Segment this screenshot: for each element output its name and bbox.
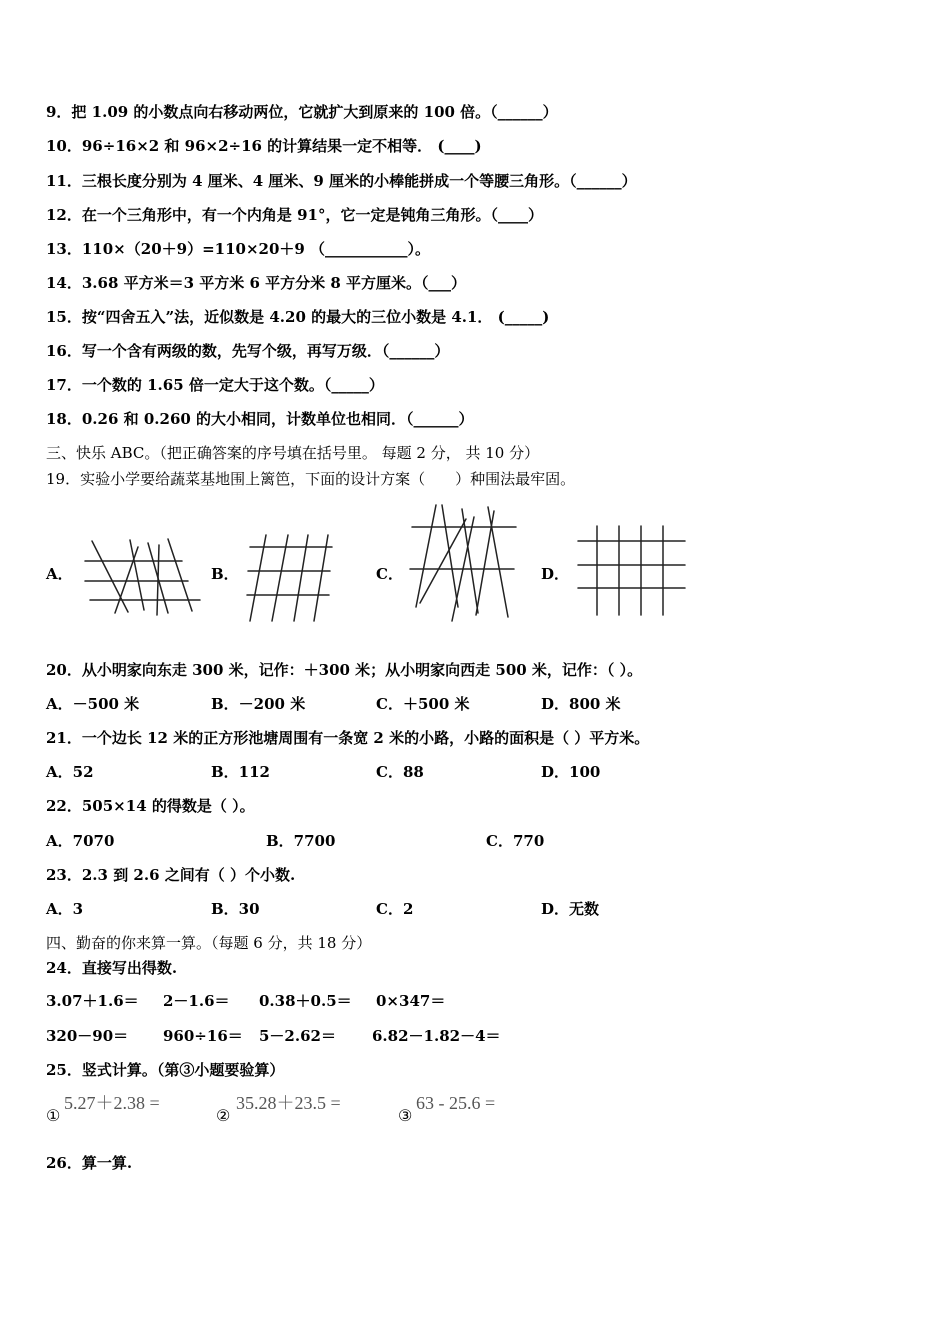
question-17: 17．一个数的 1.65 倍一定大于这个数。（_____）: [46, 376, 384, 394]
marker-3: ③: [398, 1106, 413, 1125]
question-18: 18．0.26 和 0.260 的大小相同，计数单位也相同．（______）: [46, 410, 474, 428]
calc-item: 960÷16＝: [163, 1027, 243, 1045]
vertical-calc-expr-3: 63 - 25.6 =: [416, 1093, 496, 1113]
q20-option-a: A．－500 米: [46, 695, 140, 713]
q20-option-b: B．－200 米: [211, 695, 306, 713]
calc-item: 2－1.6＝: [163, 992, 230, 1010]
question-26-stem: 26．算一算.: [46, 1154, 133, 1172]
calc-item: 0×347＝: [376, 992, 446, 1010]
q21-option-c: C．88: [376, 763, 424, 781]
q21-option-b: B．112: [211, 763, 270, 781]
fence-figure-c: [408, 503, 520, 623]
marker-1: ①: [46, 1106, 61, 1125]
q22-option-a: A．7070: [46, 832, 115, 850]
question-9: 9．把 1.09 的小数点向右移动两位，它就扩大到原来的 100 倍。（______）: [46, 103, 558, 121]
calc-item: 320－90＝: [46, 1027, 129, 1045]
calc-item: 5－2.62＝: [259, 1027, 336, 1045]
question-10: 10．96÷16×2 和 96×2÷16 的计算结果一定不相等． (____): [46, 137, 482, 155]
option-b-label: B．: [211, 565, 239, 583]
vertical-calc-expr-2: 35.28＋23.5 =: [236, 1093, 341, 1113]
marker-2: ②: [216, 1106, 231, 1125]
vertical-calc-expr-1: 5.27＋2.38 =: [64, 1093, 160, 1113]
question-19-stem: 19．实验小学要给蔬菜基地围上篱笆，下面的设计方案（ ）种围法最牢固。: [46, 470, 576, 488]
calc-item: 3.07＋1.6＝: [46, 992, 139, 1010]
question-24-stem: 24．直接写出得数.: [46, 959, 178, 977]
q20-option-c: C．＋500 米: [376, 695, 470, 713]
section-4-title: 四、勤奋的你来算一算。（每题 6 分，共 18 分）: [46, 934, 372, 952]
option-a-label: A．: [46, 565, 73, 583]
question-22-stem: 22．505×14 的得数是（ ）。: [46, 797, 255, 815]
q23-option-d: D．无数: [541, 900, 600, 918]
fence-figure-a: [80, 535, 205, 620]
calc-item: 0.38＋0.5＝: [259, 992, 352, 1010]
question-12: 12．在一个三角形中，有一个内角是 91°，它一定是钝角三角形。（____）: [46, 206, 543, 224]
question-14: 14．3.68 平方米＝3 平方米 6 平方分米 8 平方厘米。（___）: [46, 274, 467, 292]
option-d-label: D．: [541, 565, 570, 583]
q21-option-d: D．100: [541, 763, 601, 781]
q21-option-a: A．52: [46, 763, 94, 781]
option-c-label: C．: [376, 565, 403, 583]
question-13: 13．110×（20＋9）=110×20＋9 （___________）。: [46, 240, 431, 258]
fence-figure-d: [575, 523, 690, 618]
q23-option-c: C．2: [376, 900, 414, 918]
fence-figure-b: [244, 533, 339, 623]
question-16: 16．写一个含有两级的数，先写个级，再写万级．（______）: [46, 342, 450, 360]
q23-option-b: B．30: [211, 900, 260, 918]
question-20-stem: 20．从小明家向东走 300 米，记作：＋300 米；从小明家向西走 500 米，记作：（ ）。: [46, 661, 643, 679]
question-23-stem: 23．2.3 到 2.6 之间有（ ）个小数.: [46, 866, 296, 884]
q22-option-b: B．7700: [266, 832, 336, 850]
question-11: 11．三根长度分别为 4 厘米、4 厘米、9 厘米的小棒能拼成一个等腰三角形。（______）: [46, 172, 637, 190]
question-15: 15．按“四舍五入”法，近似数是 4.20 的最大的三位小数是 4.1． (_____): [46, 308, 550, 326]
q22-option-c: C．770: [486, 832, 545, 850]
q23-option-a: A．3: [46, 900, 84, 918]
section-3-title: 三、快乐 ABC。（把正确答案的序号填在括号里。 每题 2 分， 共 10 分）: [46, 444, 540, 462]
q20-option-d: D．800 米: [541, 695, 621, 713]
calc-item: 6.82－1.82－4＝: [372, 1027, 501, 1045]
question-21-stem: 21．一个边长 12 米的正方形池塘周围有一条宽 2 米的小路，小路的面积是（ ）平方米。: [46, 729, 650, 747]
question-25-stem: 25．竖式计算。（第③小题要验算）: [46, 1061, 285, 1079]
